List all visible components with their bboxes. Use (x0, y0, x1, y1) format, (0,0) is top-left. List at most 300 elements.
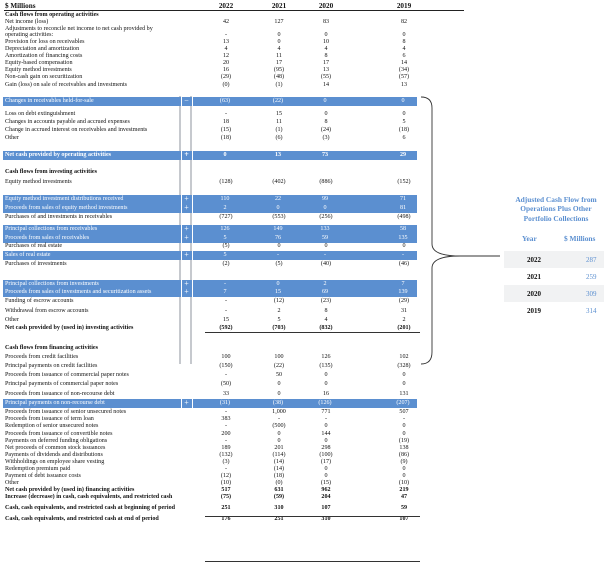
value-cell-2021: 0 (277, 243, 281, 249)
bracket-connector (420, 96, 510, 366)
value-cell-2022: 200 (221, 431, 231, 437)
value-cell-2021: (59) (273, 494, 285, 500)
value-cell-2022: (63) (219, 98, 231, 104)
value-cell-2020: 2 (323, 281, 327, 287)
value-cell-2021: 100 (274, 354, 284, 360)
value-cell-2022: 110 (220, 196, 230, 202)
value-cell-2020: 17 (322, 60, 330, 66)
value-cell-2020: - (323, 252, 327, 258)
value-cell-2019: (10) (398, 480, 410, 486)
value-cell-2021: (14) (273, 466, 285, 472)
value-cell-2019: (201) (397, 325, 411, 331)
value-cell-2020: (15) (320, 480, 332, 486)
side-year: 2021 (527, 273, 541, 281)
value-cell-2019: 29 (399, 152, 407, 158)
value-cell-2022: 5 (223, 235, 227, 241)
value-cell-2020: 16 (322, 391, 330, 397)
value-cell-2021: 0 (277, 32, 281, 38)
plus-marker: + (184, 279, 189, 288)
value-cell-2021: (0) (275, 480, 283, 486)
value-cell-2020: (832) (319, 325, 333, 331)
row-label: Cash flows from investing activities (5, 169, 97, 175)
row-label: Redemption of senior unsecured notes (5, 423, 99, 429)
row-label: Provision for loss on receivables (5, 39, 85, 45)
value-cell-2021: (22) (273, 363, 285, 369)
value-cell-2021: (18) (273, 473, 285, 479)
row-label: Change in accrued interest on receivables and investments (5, 127, 148, 133)
highlight-gap (192, 97, 193, 106)
row-label: Other (5, 317, 19, 323)
value-cell-2020: (24) (320, 127, 332, 133)
row-label: Depreciation and amortization (5, 46, 80, 52)
value-cell-2022: 251 (221, 505, 231, 511)
value-cell-2022: 189 (221, 445, 231, 451)
row-label: Net proceeds of common stock issuances (5, 445, 106, 451)
value-cell-2020: 0 (324, 466, 328, 472)
value-cell-2020: 0 (324, 111, 328, 117)
plus-marker: + (184, 224, 189, 233)
value-cell-2019: 0 (402, 473, 406, 479)
value-cell-2019: 0 (402, 243, 406, 249)
value-cell-2021: (12) (273, 298, 285, 304)
value-cell-2021: (22) (272, 98, 284, 104)
value-cell-2021: (500) (272, 423, 286, 429)
row-label: Principal collections from receivables (5, 226, 98, 232)
row-label: Proceeds from issuance of term loan (5, 416, 94, 422)
value-cell-2021: 2 (277, 308, 281, 314)
value-cell-2021: 127 (274, 19, 284, 25)
table-row (3, 97, 417, 106)
value-cell-2022: 18 (222, 119, 230, 125)
value-cell-2021: 5 (277, 317, 281, 323)
value-cell-2022: 12 (222, 53, 230, 59)
end-cash-double-line-1 (205, 561, 420, 562)
table-row (3, 225, 417, 234)
value-cell-2022: (50) (220, 381, 232, 387)
value-cell-2021: (95) (273, 67, 285, 73)
side-value: 287 (586, 256, 597, 264)
row-label: Net cash provided by (used in) investing activities (5, 325, 134, 331)
value-cell-2019: (86) (398, 452, 410, 458)
row-label: Net cash provided by operating activities (5, 152, 112, 158)
row-label: Equity-based compensation (5, 60, 73, 66)
value-cell-2020: 144 (321, 431, 331, 437)
row-label: operating activities: (5, 32, 54, 38)
value-cell-2019: (29) (398, 298, 410, 304)
row-label: Cash, cash equivalents, and restricted cash at beginning of period (5, 505, 176, 511)
value-cell-2020: 204 (321, 494, 331, 500)
value-cell-2019: (18) (398, 127, 410, 133)
value-cell-2019: 102 (399, 354, 409, 360)
value-cell-2020: 10 (322, 39, 330, 45)
value-cell-2020: (40) (320, 261, 332, 267)
value-cell-2019: 7 (401, 281, 405, 287)
value-cell-2019: 139 (398, 289, 408, 295)
value-cell-2020: (55) (320, 74, 332, 80)
value-cell-2021: 17 (275, 60, 283, 66)
highlight-gap (181, 225, 182, 234)
side-year-header: Year (522, 234, 537, 243)
value-cell-2021: 0 (276, 205, 280, 211)
plus-marker: + (184, 194, 189, 203)
value-cell-2022: (3) (222, 459, 230, 465)
value-cell-2021: (38) (272, 400, 284, 406)
value-cell-2020: 126 (321, 354, 331, 360)
value-cell-2019: 31 (400, 308, 408, 314)
financing-total-line (205, 516, 420, 517)
side-panel-title: Adjusted Cash Flow from Operations Plus Other Portfolio Collections (515, 195, 597, 223)
value-cell-2022: - (224, 308, 228, 314)
side-value: 314 (586, 307, 597, 315)
side-year: 2020 (527, 290, 541, 298)
value-cell-2019: 82 (400, 19, 408, 25)
row-label: Non-cash gain on securitization (5, 74, 83, 80)
value-cell-2020: 8 (324, 119, 328, 125)
value-cell-2019: 0 (402, 431, 406, 437)
value-cell-2022: 4 (224, 46, 228, 52)
row-label: Proceeds from issuance of non-recourse debt (5, 391, 115, 397)
value-cell-2021: 310 (274, 505, 284, 511)
row-label: Principal payments on credit facilities (5, 363, 98, 369)
value-cell-2020: 83 (322, 19, 330, 25)
value-cell-2021: (14) (273, 459, 285, 465)
value-cell-2020: - (324, 416, 328, 422)
value-cell-2022: 16 (222, 67, 230, 73)
value-cell-2020: 310 (321, 516, 331, 522)
value-cell-2022: 33 (222, 391, 230, 397)
value-cell-2019: 58 (399, 226, 407, 232)
row-label: Payments on deferred funding obligations (5, 438, 108, 444)
table-row (3, 399, 417, 408)
row-label: Principal payments on non-recourse debt (5, 400, 105, 406)
value-cell-2019: 219 (399, 487, 409, 493)
value-cell-2022: (10) (220, 480, 232, 486)
highlight-gap (192, 251, 193, 260)
highlight-gap (181, 234, 182, 243)
value-cell-2019: 0 (402, 32, 406, 38)
highlight-gap (181, 97, 182, 106)
value-cell-2020: (135) (319, 363, 333, 369)
value-cell-2022: (132) (219, 452, 233, 458)
value-cell-2022: (5) (222, 243, 230, 249)
row-label: Purchases of and investments in receivables (5, 214, 113, 220)
value-cell-2019: - (402, 416, 406, 422)
row-label: Proceeds from sales of equity method investments (5, 205, 128, 211)
value-cell-2019: 0 (402, 466, 406, 472)
value-cell-2020: 0 (324, 243, 328, 249)
value-cell-2019: 4 (402, 46, 406, 52)
plus-marker: + (184, 203, 189, 212)
value-cell-2022: 0 (223, 152, 227, 158)
value-cell-2021: (6) (275, 135, 283, 141)
row-label: Withholdings on employee share vesting (5, 459, 105, 465)
highlight-gap (192, 399, 193, 408)
value-cell-2020: 0 (323, 205, 327, 211)
value-cell-2020: 0 (324, 473, 328, 479)
value-cell-2019: - (401, 252, 405, 258)
header-underline (4, 10, 464, 11)
row-label: Funding of escrow accounts (5, 298, 74, 304)
value-cell-2020: 4 (324, 46, 328, 52)
value-cell-2019: (9) (400, 459, 408, 465)
value-cell-2021: 0 (277, 391, 281, 397)
value-cell-2019: 0 (402, 381, 406, 387)
value-cell-2020: (100) (319, 452, 333, 458)
value-cell-2020: 0 (324, 381, 328, 387)
value-cell-2022: (15) (220, 127, 232, 133)
value-cell-2021: (553) (272, 214, 286, 220)
value-cell-2021: 0 (277, 431, 281, 437)
plus-marker: + (184, 287, 189, 296)
row-label: Cash flows from operating activities (5, 12, 99, 18)
value-cell-2020: 0 (324, 372, 328, 378)
value-cell-2020: 771 (321, 409, 331, 415)
value-cell-2021: (1) (275, 127, 283, 133)
value-cell-2022: (0) (222, 82, 230, 88)
value-cell-2020: 59 (321, 235, 329, 241)
table-row (3, 204, 417, 213)
value-cell-2020: 962 (321, 487, 331, 493)
value-cell-2019: (46) (398, 261, 410, 267)
minus-marker: − (184, 96, 189, 105)
highlight-gap (181, 288, 182, 297)
value-cell-2019: (57) (398, 74, 410, 80)
value-cell-2022: 2 (223, 205, 227, 211)
value-cell-2019: 507 (399, 409, 409, 415)
value-cell-2020: 0 (324, 32, 328, 38)
value-cell-2022: 13 (222, 39, 230, 45)
value-cell-2022: 517 (221, 487, 231, 493)
highlight-gap (181, 399, 182, 408)
value-cell-2019: (19) (398, 438, 410, 444)
row-label: Proceeds from issuance of convertible notes (5, 431, 113, 437)
row-label: Increase (decrease) in cash, cash equivalents, and restricted cash (5, 494, 173, 500)
value-cell-2022: 20 (222, 60, 230, 66)
table-row (3, 195, 417, 204)
value-cell-2022: (31) (219, 400, 231, 406)
row-label: Loss on debt extinguishment (5, 111, 76, 117)
value-cell-2019: 107 (399, 516, 409, 522)
value-cell-2020: 0 (324, 423, 328, 429)
side-table-row (504, 268, 604, 285)
value-cell-2020: 13 (322, 67, 330, 73)
value-cell-2020: 133 (320, 226, 330, 232)
plus-marker: + (184, 150, 189, 159)
value-cell-2022: 100 (221, 354, 231, 360)
plus-marker: + (184, 398, 189, 407)
table-row (3, 151, 417, 160)
value-cell-2020: (256) (319, 214, 333, 220)
value-cell-2022: - (224, 466, 228, 472)
value-cell-2020: 8 (324, 308, 328, 314)
value-cell-2022: (128) (219, 179, 233, 185)
value-cell-2019: (34) (398, 67, 410, 73)
value-cell-2020: (126) (318, 400, 332, 406)
row-label: Payment of debt issuance costs (5, 473, 81, 479)
side-table-row (504, 251, 604, 268)
value-cell-2019: 0 (402, 423, 406, 429)
value-cell-2022: - (224, 423, 228, 429)
value-cell-2019: 59 (400, 505, 408, 511)
value-cell-2019: 5 (402, 119, 406, 125)
highlight-gap (192, 288, 193, 297)
value-cell-2020: 14 (322, 82, 330, 88)
value-cell-2022: - (224, 111, 228, 117)
value-cell-2021: 0 (276, 281, 280, 287)
value-cell-2019: 14 (400, 60, 408, 66)
row-label: Proceeds from sales of receivables (5, 235, 90, 241)
value-cell-2021: 50 (275, 372, 283, 378)
value-cell-2021: 631 (274, 487, 284, 493)
highlight-gap (192, 195, 193, 204)
plus-marker: + (184, 233, 189, 242)
value-cell-2022: (592) (219, 325, 233, 331)
value-cell-2022: - (224, 438, 228, 444)
value-cell-2021: 251 (274, 516, 284, 522)
value-cell-2019: (498) (397, 214, 411, 220)
row-label: Principal payments of commercial paper notes (5, 381, 119, 387)
side-value-header: $ Millions (564, 234, 596, 243)
highlight-gap (192, 151, 193, 160)
row-label: Proceeds from sales of investments and securitization assets (5, 289, 152, 295)
value-cell-2021: 0 (277, 438, 281, 444)
value-cell-2021: 0 (277, 39, 281, 45)
value-cell-2022: (150) (219, 363, 233, 369)
value-cell-2022: - (224, 409, 228, 415)
value-cell-2021: 15 (275, 111, 283, 117)
value-cell-2020: 69 (321, 289, 329, 295)
value-cell-2022: - (224, 32, 228, 38)
side-year: 2019 (527, 307, 541, 315)
highlight-gap (192, 234, 193, 243)
year-header-2022: 2022 (218, 2, 234, 10)
value-cell-2022: - (224, 372, 228, 378)
value-cell-2019: (328) (397, 363, 411, 369)
value-cell-2020: 8 (324, 53, 328, 59)
value-cell-2022: 176 (221, 516, 231, 522)
unit-header: $ Millions (5, 2, 36, 10)
row-label: Changes in receivables held-for-sale (5, 98, 94, 104)
value-cell-2021: (114) (272, 452, 286, 458)
value-cell-2022: (18) (220, 135, 232, 141)
value-cell-2022: - (224, 298, 228, 304)
value-cell-2021: (5) (275, 261, 283, 267)
value-cell-2022: 383 (221, 416, 231, 422)
value-cell-2019: 47 (400, 494, 408, 500)
side-year: 2022 (527, 256, 541, 264)
row-label: Gain (loss) on sale of receivables and investments (5, 82, 128, 88)
row-label: Equity method investment distributions received (5, 196, 124, 202)
value-cell-2019: 6 (402, 53, 406, 59)
value-cell-2022: (29) (220, 74, 232, 80)
value-cell-2019: 13 (400, 82, 408, 88)
value-cell-2021: (402) (272, 179, 286, 185)
value-cell-2021: 76 (274, 235, 282, 241)
value-cell-2022: 126 (220, 226, 230, 232)
value-cell-2020: (886) (319, 179, 333, 185)
highlight-gap (192, 225, 193, 234)
value-cell-2020: 0 (324, 438, 328, 444)
row-label: Adjustments to reconcile net income to net cash provided by (5, 26, 153, 32)
row-label: Changes in accounts payable and accrued expenses (5, 119, 130, 125)
table-row (3, 251, 417, 260)
value-cell-2020: 107 (321, 505, 331, 511)
year-header-2021: 2021 (271, 2, 287, 10)
value-cell-2020: (17) (320, 459, 332, 465)
row-label: Other (5, 135, 19, 141)
plus-marker: + (184, 250, 189, 259)
side-value: 309 (586, 290, 597, 298)
value-cell-2021: 0 (277, 381, 281, 387)
value-cell-2022: (12) (220, 473, 232, 479)
value-cell-2021: - (276, 252, 280, 258)
row-label: Equity method investments (5, 67, 72, 73)
value-cell-2020: 0 (323, 98, 327, 104)
value-cell-2020: 73 (321, 152, 329, 158)
row-label: Amortization of financing costs (5, 53, 83, 59)
value-cell-2021: 22 (274, 196, 282, 202)
row-label: Payments of dividends and distributions (5, 452, 103, 458)
value-cell-2020: (3) (322, 135, 330, 141)
value-cell-2021: 15 (274, 289, 282, 295)
highlight-gap (181, 195, 182, 204)
value-cell-2019: 0 (402, 111, 406, 117)
value-cell-2019: 6 (402, 135, 406, 141)
row-label: Redemption premium paid (5, 466, 71, 472)
row-label: Net income (loss) (5, 19, 49, 25)
value-cell-2020: (23) (320, 298, 332, 304)
value-cell-2019: (152) (397, 179, 411, 185)
value-cell-2021: 4 (277, 46, 281, 52)
value-cell-2022: 7 (223, 289, 227, 295)
value-cell-2019: 131 (399, 391, 409, 397)
value-cell-2019: 0 (402, 372, 406, 378)
side-table-row (504, 302, 604, 319)
value-cell-2021: 1,000 (272, 409, 286, 415)
value-cell-2020: 298 (321, 445, 331, 451)
row-label: Cash flows from financing activities (5, 345, 98, 351)
side-value: 259 (586, 273, 597, 281)
value-cell-2019: 8 (402, 39, 406, 45)
table-row (3, 288, 417, 297)
value-cell-2022: 15 (222, 317, 230, 323)
value-cell-2021: 201 (274, 445, 284, 451)
row-label: Withdrawal from escrow accounts (5, 308, 89, 314)
row-label: Proceeds from issuance of senior unsecured notes (5, 409, 127, 415)
value-cell-2019: 71 (399, 196, 407, 202)
value-cell-2019: 81 (399, 205, 407, 211)
value-cell-2022: 42 (222, 19, 230, 25)
highlight-gap (181, 151, 182, 160)
value-cell-2021: 11 (276, 119, 282, 125)
row-label: Equity method investments (5, 179, 72, 185)
row-label: Principal collections from investments (5, 281, 99, 287)
value-cell-2021: 11 (276, 53, 282, 59)
value-cell-2019: 0 (401, 98, 405, 104)
investing-total-line (205, 332, 420, 333)
row-label: Proceeds from credit facilities (5, 354, 79, 360)
value-cell-2021: 149 (273, 226, 283, 232)
value-cell-2020: 99 (321, 196, 329, 202)
value-cell-2021: (1) (275, 82, 283, 88)
value-cell-2021: (703) (272, 325, 286, 331)
row-label: Purchases of investments (5, 261, 67, 267)
value-cell-2019: 2 (402, 317, 406, 323)
value-cell-2021: 13 (274, 152, 282, 158)
year-header-2019: 2019 (396, 2, 412, 10)
value-cell-2020: 4 (324, 317, 328, 323)
value-cell-2022: (2) (222, 261, 230, 267)
